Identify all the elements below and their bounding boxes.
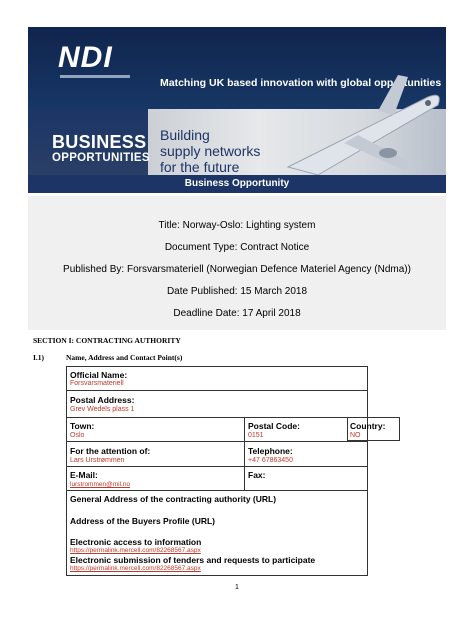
telephone-cell xyxy=(245,442,367,467)
attention-value: Lars Urstrømmen xyxy=(70,457,125,464)
urls-cell xyxy=(67,491,367,575)
official-name-cell xyxy=(67,367,367,391)
notice-published-by: Published By: Forsvarsmateriell (Norwegian Defence Materiel Agency (Ndma)) xyxy=(63,264,411,275)
postal-code-cell xyxy=(245,418,348,442)
fax-label: Fax: xyxy=(248,470,266,480)
postal-code-label: Postal Code: xyxy=(248,421,300,431)
building-line: for the future xyxy=(160,159,240,175)
telephone-label: Telephone: xyxy=(248,446,293,456)
banner-tagline: Matching UK based innovation with global opportunities xyxy=(160,77,442,89)
official-name-value: Forsvarsmateriell xyxy=(70,380,124,387)
country-value: NO xyxy=(350,432,361,439)
business-word: BUSINESS xyxy=(52,132,147,152)
postal-address-value: Grev Wedels plass 1 xyxy=(70,406,135,413)
notice-title: Title: Norway-Oslo: Lighting system xyxy=(158,220,316,231)
electronic-access-label: Electronic access to information xyxy=(70,537,202,547)
general-address-label: General Address of the contracting authority (URL) xyxy=(70,494,277,504)
postal-address-cell xyxy=(67,391,367,418)
ndi-logo: NDI xyxy=(58,41,113,74)
email-label: E-Mail: xyxy=(70,470,98,480)
notice-summary xyxy=(28,196,446,330)
electronic-submission-link[interactable]: https://permalink.mercell.com/82268567.aspx xyxy=(70,565,201,572)
banner xyxy=(28,27,446,193)
building-line: Building xyxy=(160,127,210,143)
country-cell xyxy=(347,417,400,441)
telephone-value: +47 67863450 xyxy=(248,457,293,464)
country-label: Country: xyxy=(350,421,386,431)
email-cell xyxy=(67,467,245,491)
page-number: 1 xyxy=(235,584,239,591)
banner-caption: Business Opportunity xyxy=(28,175,446,193)
subsection-title: Name, Address and Contact Point(s) xyxy=(66,353,183,362)
town-value: Oslo xyxy=(70,432,85,439)
airplane-icon xyxy=(278,67,446,187)
contact-table xyxy=(66,366,368,576)
attention-cell xyxy=(67,442,245,467)
town-label: Town: xyxy=(70,421,95,431)
attention-label: For the attention of: xyxy=(70,446,151,456)
official-name-label: Official Name: xyxy=(70,370,128,380)
postal-address-label: Postal Address: xyxy=(70,395,135,405)
logo-underline xyxy=(60,75,130,78)
opportunities-word: OPPORTUNITIES xyxy=(52,152,150,164)
notice-document-type: Document Type: Contract Notice xyxy=(164,242,310,253)
subsection-number: I.1) xyxy=(33,353,45,362)
notice-date-published: Date Published: 15 March 2018 xyxy=(166,286,308,297)
electronic-submission-label: Electronic submission of tenders and requests to participate xyxy=(70,555,316,565)
notice-deadline-date: Deadline Date: 17 April 2018 xyxy=(173,308,301,319)
buyers-profile-label: Address of the Buyers Profile (URL) xyxy=(70,516,215,526)
building-tagline xyxy=(160,127,280,175)
building-line: supply networks xyxy=(160,143,261,159)
fax-cell xyxy=(245,467,367,491)
email-link[interactable]: lurstrommen@mil.no xyxy=(70,481,131,488)
town-cell xyxy=(67,418,245,442)
postal-code-value: 0151 xyxy=(248,432,264,439)
section-heading: SECTION I: CONTRACTING AUTHORITY xyxy=(33,336,181,345)
electronic-access-link[interactable]: https://permalink.mercell.com/82268567.aspx xyxy=(70,547,201,554)
